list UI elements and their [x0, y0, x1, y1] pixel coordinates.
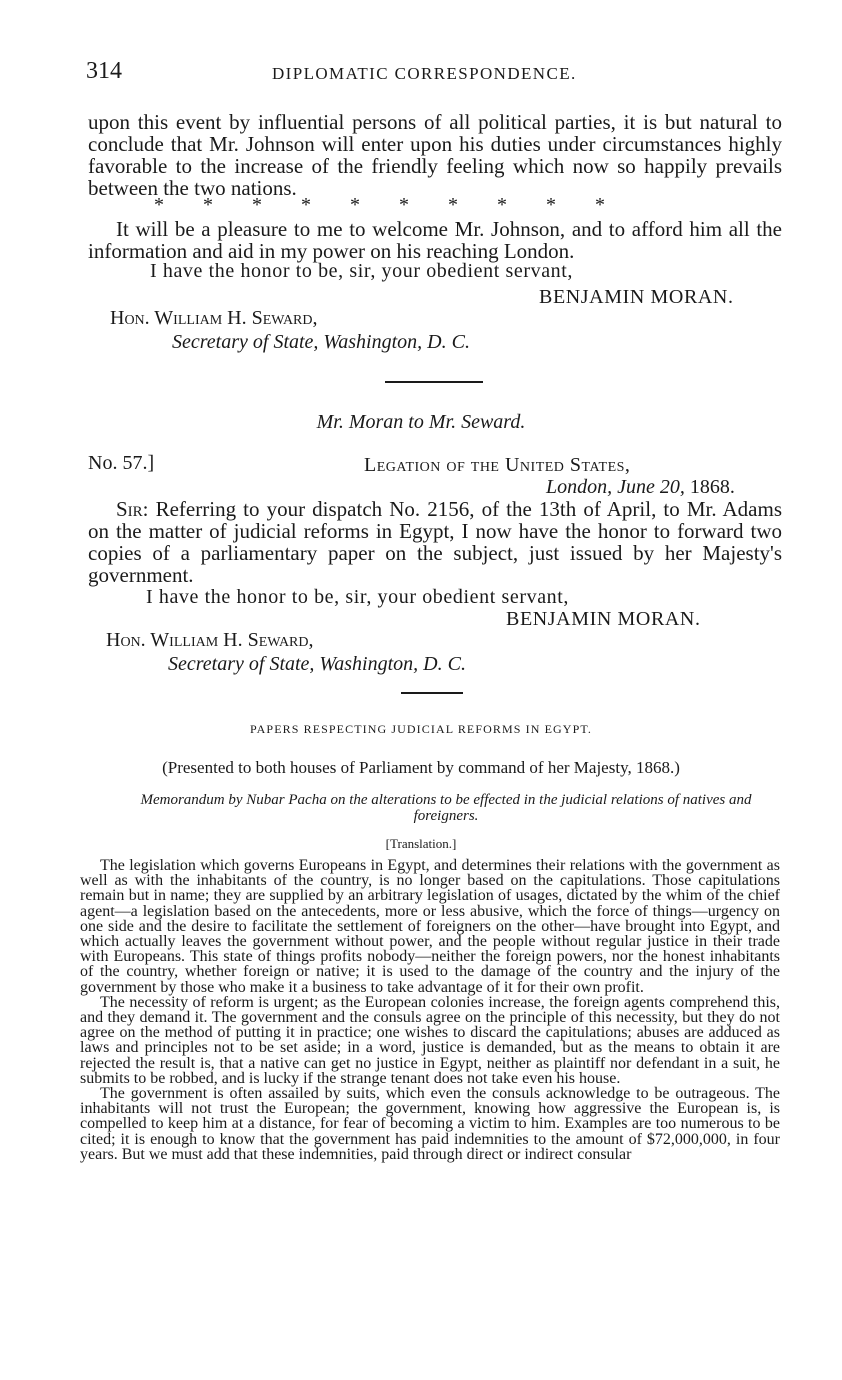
letter2-body-text: Referring to your dispatch No. 2156, of the 13th of April, to Mr. Adams on the matter of judicial reforms in Egypt, I now have the honor to forward two copies of a parliamentary paper on the subject, just issued by her Majesty's government. [88, 497, 783, 587]
memorandum-paragraph: The government is often assailed by suits, which even the consuls acknowledge to be outrageous. The inhabitants will not trust the European; the government, knowing how aggressive the European is, is compelled to keep him at a distance, for fear of becoming a victim to him. Examples are too numerous to be cited; it is enough to know that the government has paid indemnities to the amount of $72,000,000, in four years. But we must add that these indemnities, paid through direct or indirect consular [80, 1085, 780, 1163]
memorandum-paragraph: The necessity of reform is urgent; as the European colonies increase, the foreign agents comprehend this, and they demand it. The government and the consuls agree on the principle of this necessity, but they do not agree on the method of putting it in practice; one wishes to discard the capitulations; abuses are adduced as laws and principles not to be set aside; in a word, justice is demanded, but as the means to obtain it are rejected the result is, that a native can get no justice in Egypt, neither as plaintiff nor defendant in a suit, he submits to be robbed, and is lucky if the strange tenant does not take even his house. [80, 993, 780, 1087]
section-divider [385, 381, 483, 383]
section-divider [401, 692, 463, 694]
dateline [546, 476, 735, 499]
salutation: Sir: [116, 497, 149, 521]
addressee-title: Secretary of State, Washington, D. C. [168, 653, 466, 675]
addressee-name: Hon. William H. Seward, [106, 629, 314, 651]
letter2-closing: I have the honor to be, sir, your obedient servant, [146, 586, 570, 608]
running-head: DIPLOMATIC CORRESPONDENCE. [272, 64, 577, 83]
letter1-closing: I have the honor to be, sir, your obedient servant, [150, 260, 574, 282]
page-number: 314 [86, 58, 122, 84]
memorandum-body [80, 858, 780, 1162]
translation-note: [Translation.] [385, 836, 457, 851]
letter1-paragraph-end: upon this event by influential persons of all political parties, it is but natural to conclude that Mr. Johnson will enter upon his duties under circumstances highly favorable to the increase of the friendly feeling which now so happily prevails between the two nations. [88, 110, 782, 200]
memorandum-paragraph: The legislation which governs Europeans in Egypt, and determines their relations with the government as well as with the inhabitants of the country, is no longer based on the capitulations. Those capitulations remain but in name; they are supplied by an arbitrary legislation of usages, dictated by the whim of the chief agent—a legislation based on the antecedents, more or less abusive, which the force of things—urgency on one side and the desire to facilitate the settlement of foreigners on the other—have brought into Egypt, and which actually leaves the government without power, and the people without regular justice in their trade with Europeans. This state of things profits nobody—neither the foreign powers, nor the honest inhabitants of the country, whether foreign or native; it is used to the damage of the country and the injury of the government by those who make it a business to take advantage of it for their own profit. [80, 857, 780, 996]
addressee-name: Hon. William H. Seward, [110, 307, 318, 329]
legation-line: Legation of the United States, [364, 454, 631, 476]
letter1-signature: BENJAMIN MORAN. [539, 286, 734, 308]
papers-title: PAPERS RESPECTING JUDICIAL REFORMS IN EGYPT. [249, 722, 592, 736]
letter2-heading: Mr. Moran to Mr. Seward. [316, 411, 526, 433]
memorandum-title: Memorandum by Nubar Pacha on the alterations to be effected in the judicial relations of natives and foreigners. [140, 792, 752, 824]
letter2-addressee [106, 628, 466, 676]
page-header [86, 58, 786, 88]
letter2-signature: BENJAMIN MORAN. [506, 608, 701, 630]
dispatch-number: No. 57.] [88, 452, 155, 474]
letter1-addressee [110, 306, 470, 354]
omission-stars: * * * * * * * * * * [154, 194, 605, 216]
letter2-body [88, 498, 782, 586]
date-year: 1868. [689, 476, 735, 498]
presented-note: (Presented to both houses of Parliament by command of her Majesty, 1868.) [162, 758, 680, 777]
letter1-paragraph-2: It will be a pleasure to me to welcome Mr. Johnson, and to afford him all the information and aid in my power on his reaching London. [88, 217, 782, 263]
addressee-title: Secretary of State, Washington, D. C. [172, 331, 470, 353]
date-place: London, June 20, [546, 476, 685, 498]
